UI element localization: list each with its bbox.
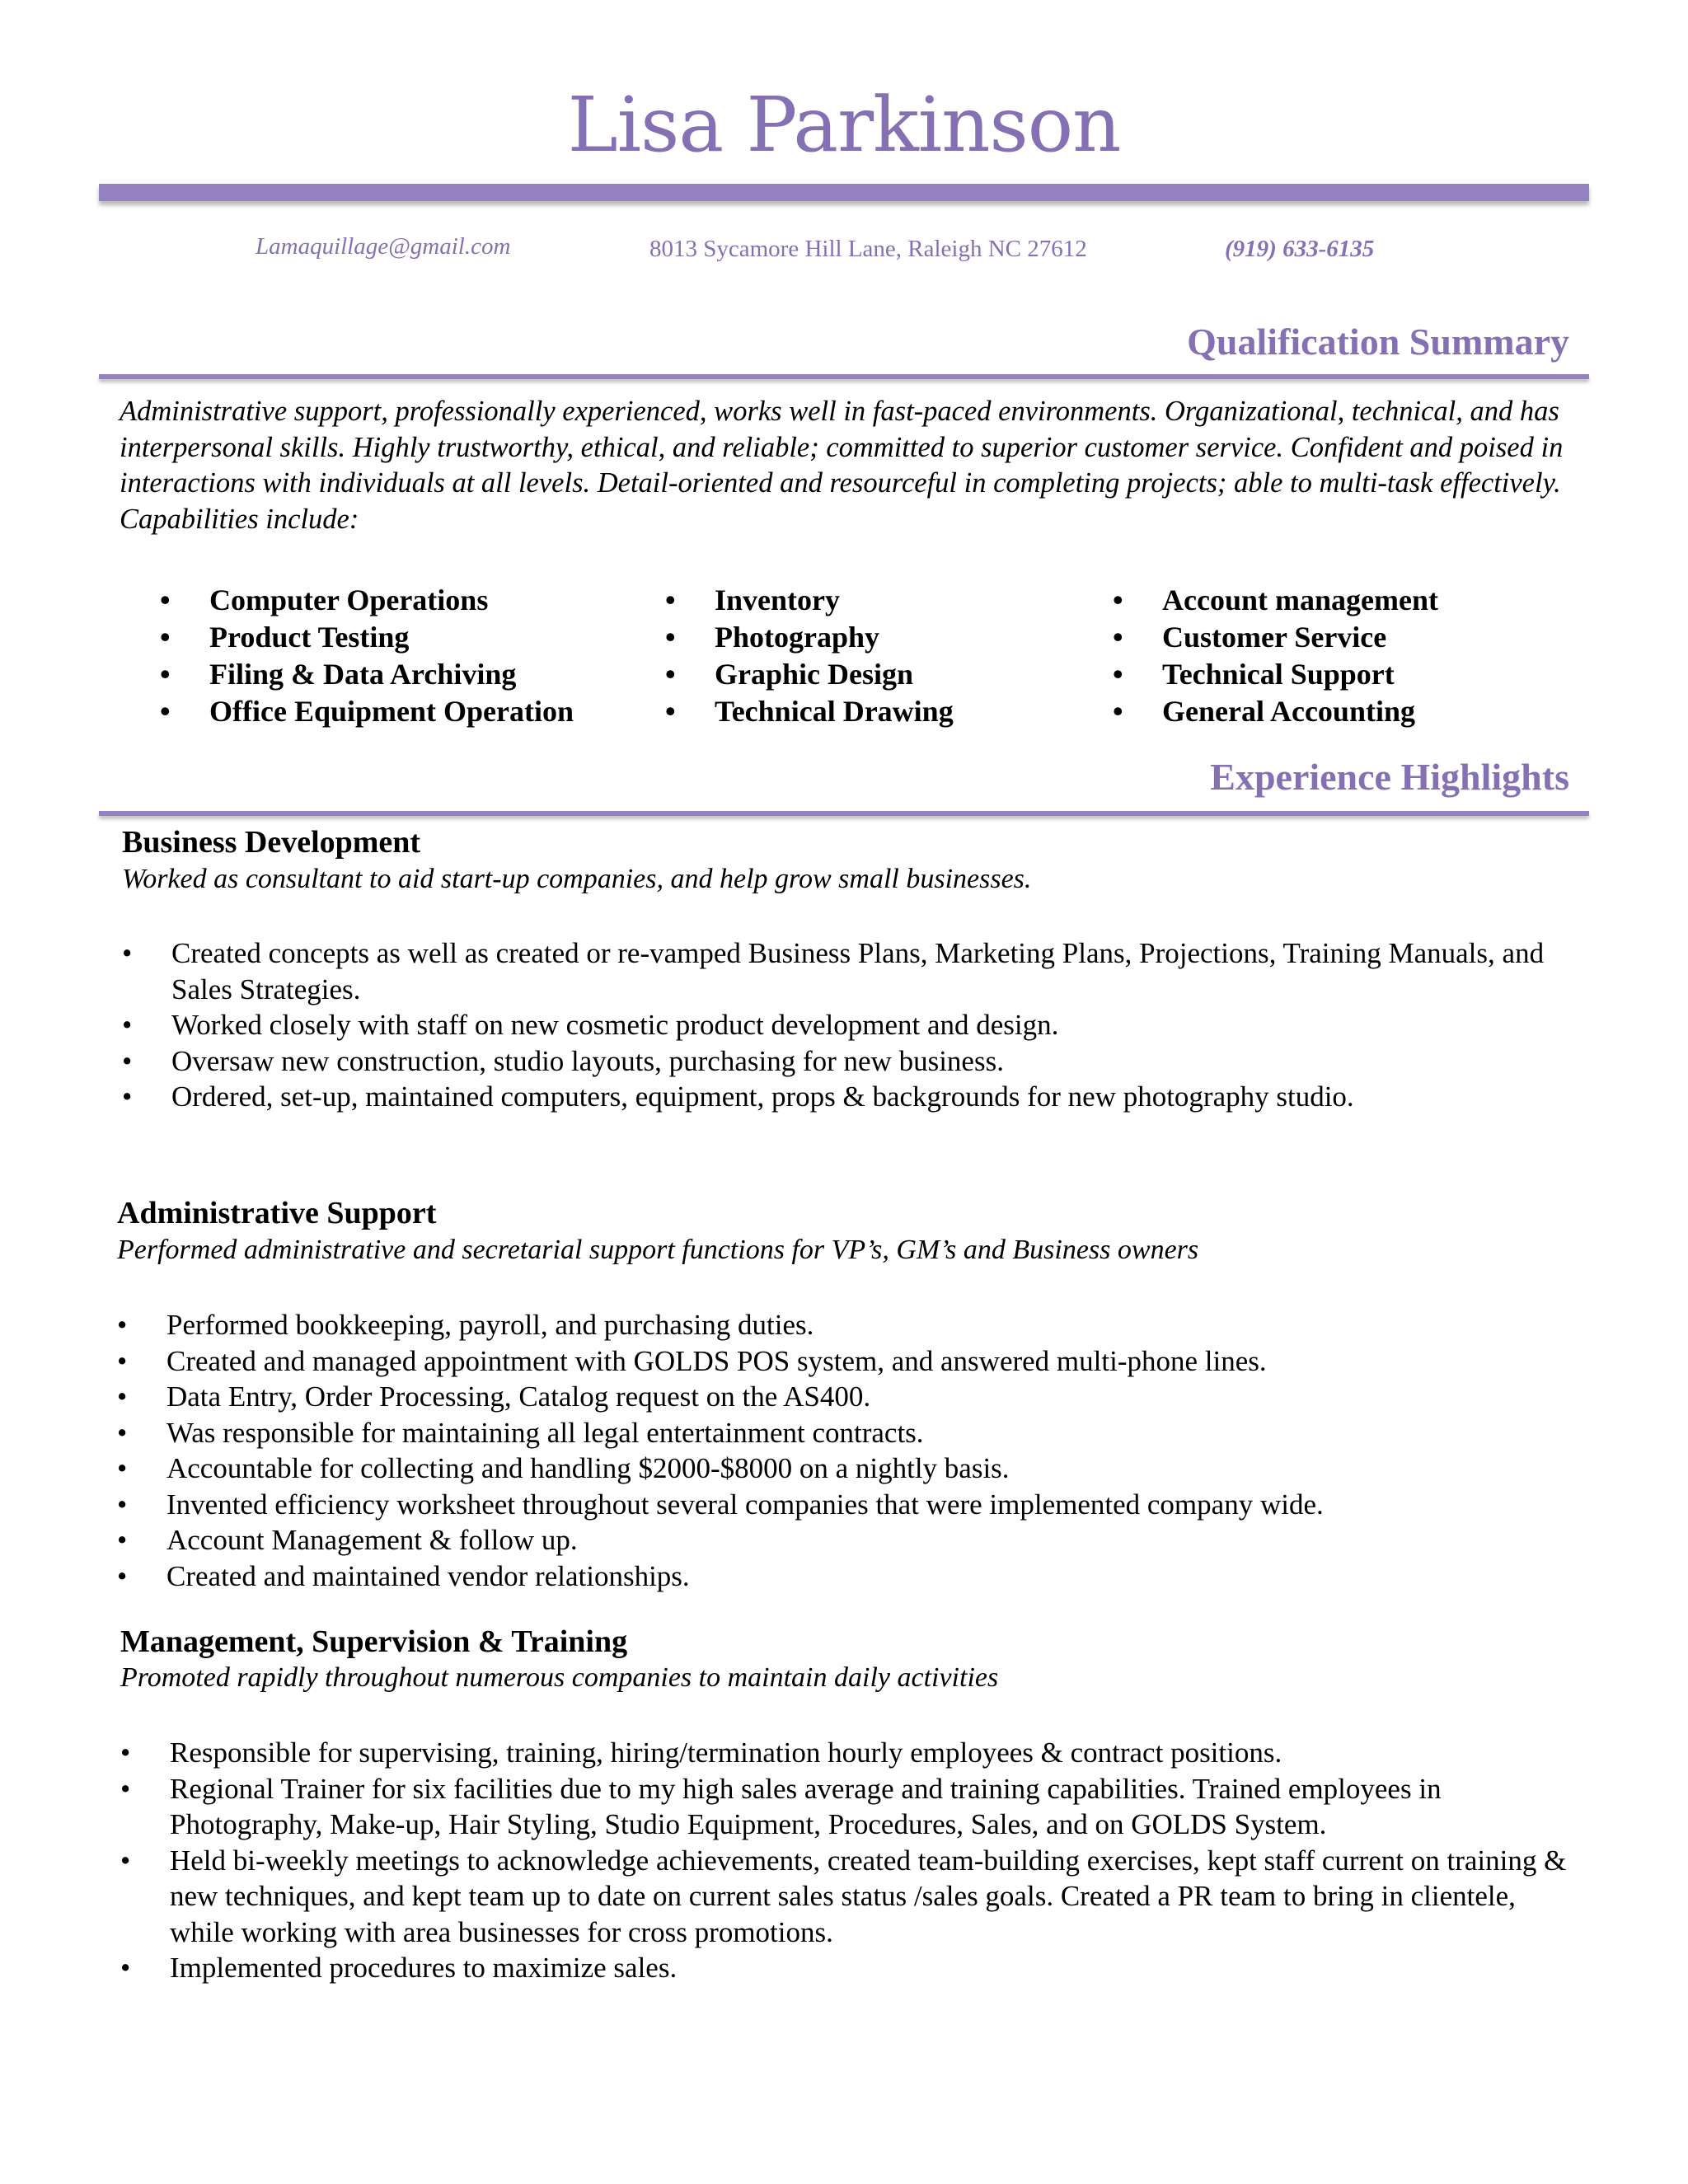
list-item: • Responsible for supervising, training, hiring/termination hourly employees & contract positions. xyxy=(120,1735,1573,1771)
skill-item: • Customer Service xyxy=(1113,619,1438,656)
experience-divider xyxy=(99,811,1589,816)
section-title-administrative-support: Administrative Support xyxy=(117,1196,437,1230)
skill-item: • Technical Drawing xyxy=(665,693,954,730)
list-item: • Ordered, set-up, maintained computers, equipment, props & backgrounds for new photography studio. xyxy=(122,1079,1548,1115)
business-development-list xyxy=(122,935,1548,1115)
skills-column-3 xyxy=(1113,582,1438,730)
list-item: • Invented efficiency worksheet throughout several companies that were implemented company wide. xyxy=(117,1487,1568,1523)
qualification-divider xyxy=(99,374,1589,379)
qualification-heading: Qualification Summary xyxy=(1187,321,1569,363)
list-item: • Account Management & follow up. xyxy=(117,1522,1568,1558)
section-subtitle-business-development: Worked as consultant to aid start-up companies, and help grow small businesses. xyxy=(122,864,1032,894)
administrative-support-list xyxy=(117,1307,1568,1594)
list-item: • Created and maintained vendor relationships. xyxy=(117,1558,1568,1595)
section-title-management: Management, Supervision & Training xyxy=(120,1624,628,1659)
section-title-business-development: Business Development xyxy=(122,825,421,860)
skill-item: • Inventory xyxy=(665,582,954,619)
list-item: • Was responsible for maintaining all legal entertainment contracts. xyxy=(117,1415,1568,1451)
header-divider xyxy=(99,184,1589,201)
skill-item: • General Accounting xyxy=(1113,693,1438,730)
skill-item: • Account management xyxy=(1113,582,1438,619)
skill-item: • Technical Support xyxy=(1113,656,1438,693)
list-item: • Created and managed appointment with GOLDS POS system, and answered multi-phone lines. xyxy=(117,1343,1568,1380)
qualification-summary: Administrative support, professionally experienced, works well in fast-paced environments. Organizational, technical, and has interpersonal skills. Highly trustworthy, ethical, and reliable; committed to superior customer service. Confident and poised in interactions with individuals at all levels. Detail-oriented and resourceful in completing projects; able to multi-task effectively. Capabilities include: xyxy=(120,396,1564,535)
management-list xyxy=(120,1735,1573,1986)
list-item: • Oversaw new construction, studio layouts, purchasing for new business. xyxy=(122,1043,1548,1080)
skill-item: • Graphic Design xyxy=(665,656,954,693)
skill-item: • Filing & Data Archiving xyxy=(160,656,574,693)
skill-item: • Office Equipment Operation xyxy=(160,693,574,730)
contact-email: Lamaquillage@gmail.com xyxy=(256,233,511,260)
list-item: • Created concepts as well as created or re-vamped Business Plans, Marketing Plans, Projections, Training Manuals, and Sales Strategies. xyxy=(122,935,1548,1007)
section-subtitle-administrative-support: Performed administrative and secretarial support functions for VP’s, GM’s and Business owners xyxy=(117,1235,1199,1265)
skills-column-1 xyxy=(160,582,574,730)
resume-name: Lisa Parkinson xyxy=(567,81,1121,169)
contact-address: 8013 Sycamore Hill Lane, Raleigh NC 27612 xyxy=(649,236,1087,262)
list-item: • Performed bookkeeping, payroll, and purchasing duties. xyxy=(117,1307,1568,1343)
list-item: • Data Entry, Order Processing, Catalog request on the AS400. xyxy=(117,1379,1568,1415)
list-item: • Regional Trainer for six facilities due to my high sales average and training capabilities. Trained employees in Photography, Make-up, Hair Styling, Studio Equipment, Procedures, Sales, and on GOLDS System. xyxy=(120,1771,1573,1843)
skill-item: • Computer Operations xyxy=(160,582,574,619)
skills-column-2 xyxy=(665,582,954,730)
experience-heading: Experience Highlights xyxy=(1210,756,1569,798)
list-item: • Held bi-weekly meetings to acknowledge achievements, created team-building exercises, kept staff current on training & new techniques, and kept team up to date on current sales status /sales goals. Created a PR team to bring in clientele, while working with area businesses for cross promotions. xyxy=(120,1843,1573,1951)
skill-item: • Photography xyxy=(665,619,954,656)
list-item: • Accountable for collecting and handling $2000-$8000 on a nightly basis. xyxy=(117,1451,1568,1487)
list-item: • Implemented procedures to maximize sales. xyxy=(120,1950,1573,1986)
section-subtitle-management: Promoted rapidly throughout numerous companies to maintain daily activities xyxy=(120,1662,999,1693)
list-item: • Worked closely with staff on new cosmetic product development and design. xyxy=(122,1007,1548,1043)
contact-phone: (919) 633-6135 xyxy=(1225,236,1375,262)
skill-item: • Product Testing xyxy=(160,619,574,656)
